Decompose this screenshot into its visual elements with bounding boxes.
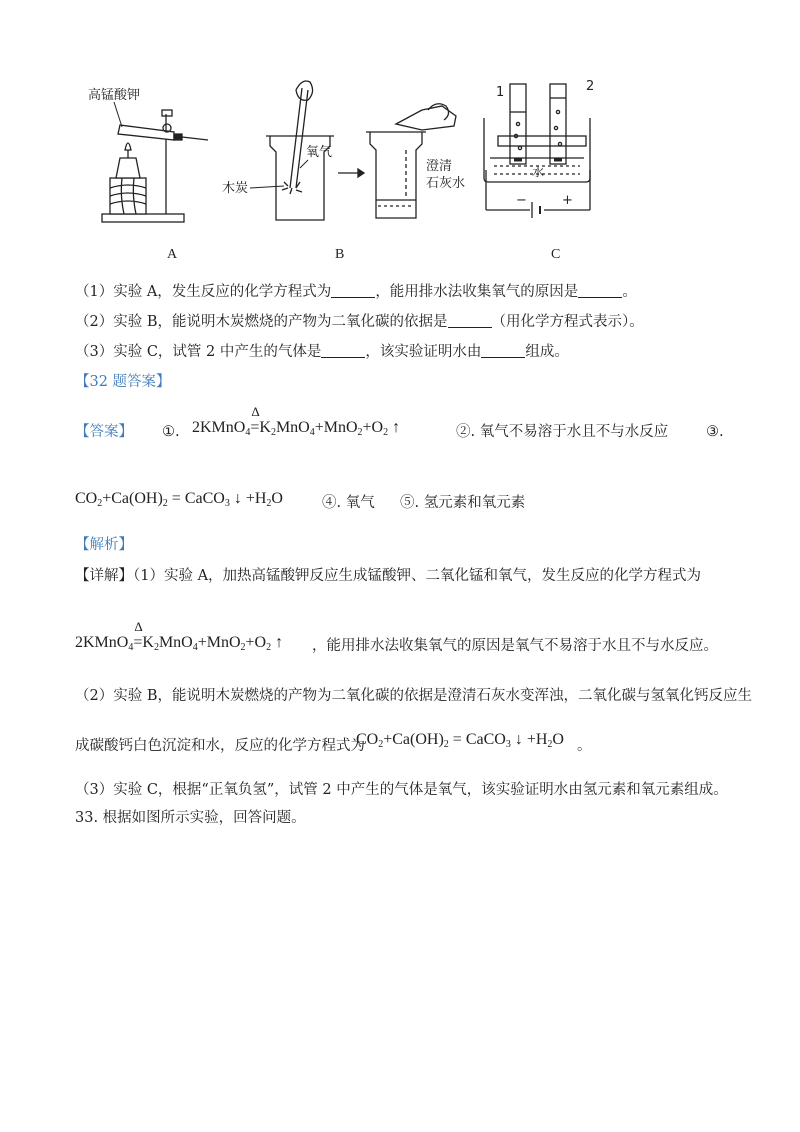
label-water: 水: [532, 165, 545, 179]
analysis-paragraph-2: （2）实验 B，能说明木炭燃烧的产物为二氧化碳的依据是澄清石灰水变浑浊，二氧化碳与氢氧化钙反应生: [75, 688, 752, 704]
equation-limewater-analysis: $CO_2+Ca(OH)_2$ = CaCO$_3$ ↓ $+H_2O$: [356, 731, 564, 750]
analysis-paragraph-2b: 成碳酸钙白色沉淀和水，反应的化学方程式为: [75, 738, 365, 754]
answer-blank[interactable]: [321, 343, 365, 358]
apparatus-c: [484, 84, 590, 218]
label-negative: −: [516, 193, 527, 208]
question-1: （1）实验 A，发生反应的化学方程式为 ，能用排水法收集氧气的原因是 。: [75, 284, 637, 300]
answer-heading: 【32 题答案】: [75, 374, 171, 390]
question-3: （3）实验 C，试管 2 中产生的气体是 ，该实验证明水由 组成。: [75, 344, 569, 360]
question-2: （2）实验 B，能说明木炭燃烧的产物为二氧化碳的依据是 （用化学方程式表示）。: [75, 314, 644, 330]
analysis-paragraph-1: 【详解】（1）实验 A，加热高锰酸钾反应生成锰酸钾、二氧化锰和氧气，发生反应的化学方程式为: [75, 568, 702, 584]
equation-limewater-answer: $CO_2+Ca(OH)_2$ = CaCO$_3$ ↓ $+H_2O$: [75, 490, 283, 509]
analysis-paragraph-1-tail: ，能用排水法收集氧气的原因是氧气不易溶于水且不与水反应。: [312, 638, 718, 654]
label-charcoal: 木炭: [222, 181, 249, 196]
analysis-heading: 【解析】: [75, 537, 133, 553]
answer-mark-5: ⑤. 氢元素和氧元素: [400, 495, 526, 511]
label-positive: +: [562, 193, 573, 208]
answer-blank[interactable]: [331, 283, 375, 298]
apparatus-b: [266, 81, 456, 220]
equation-kmno4: 2KMnO$_4$= Δ $K_2MnO_4+MnO_2+O_2$ ↑: [192, 404, 401, 438]
label-kmno4: 高锰酸钾: [88, 88, 141, 103]
analysis-paragraph-3: （3）实验 C，根据“正氧负氢”，试管 2 中产生的气体是氧气，该实验证明水由氢元素和氧元素组成。: [75, 782, 728, 798]
label-limewater-1: 澄清: [426, 159, 453, 174]
analysis-paragraph-2-end: 。: [577, 738, 592, 754]
label-limewater-2: 石灰水: [426, 176, 466, 191]
answer-blank[interactable]: [448, 313, 492, 328]
caption-c: C: [551, 247, 561, 262]
equation-kmno4-analysis: 2KMnO$_4$= Δ $K_2MnO_4+MnO_2+O_2$ ↑: [75, 619, 284, 653]
answer-mark-2: ②. 氧气不易溶于水且不与水反应: [456, 424, 669, 440]
next-question: 33. 根据如图所示实验，回答问题。: [75, 810, 306, 826]
answer-label: 【答案】: [75, 424, 133, 440]
answer-mark-3: ③.: [706, 424, 724, 440]
label-oxygen: 氧气: [306, 145, 333, 160]
label-tube-1: 1: [496, 85, 505, 100]
answer-mark-1: ①.: [162, 424, 180, 440]
label-tube-2: 2: [586, 79, 595, 94]
answer-blank[interactable]: [578, 283, 622, 298]
caption-a: A: [167, 247, 178, 262]
answer-mark-4: ④. 氧气: [322, 495, 375, 511]
apparatus-a: [102, 110, 208, 222]
answer-blank[interactable]: [481, 343, 525, 358]
caption-b: B: [335, 247, 345, 262]
experiment-figure: [70, 70, 630, 265]
